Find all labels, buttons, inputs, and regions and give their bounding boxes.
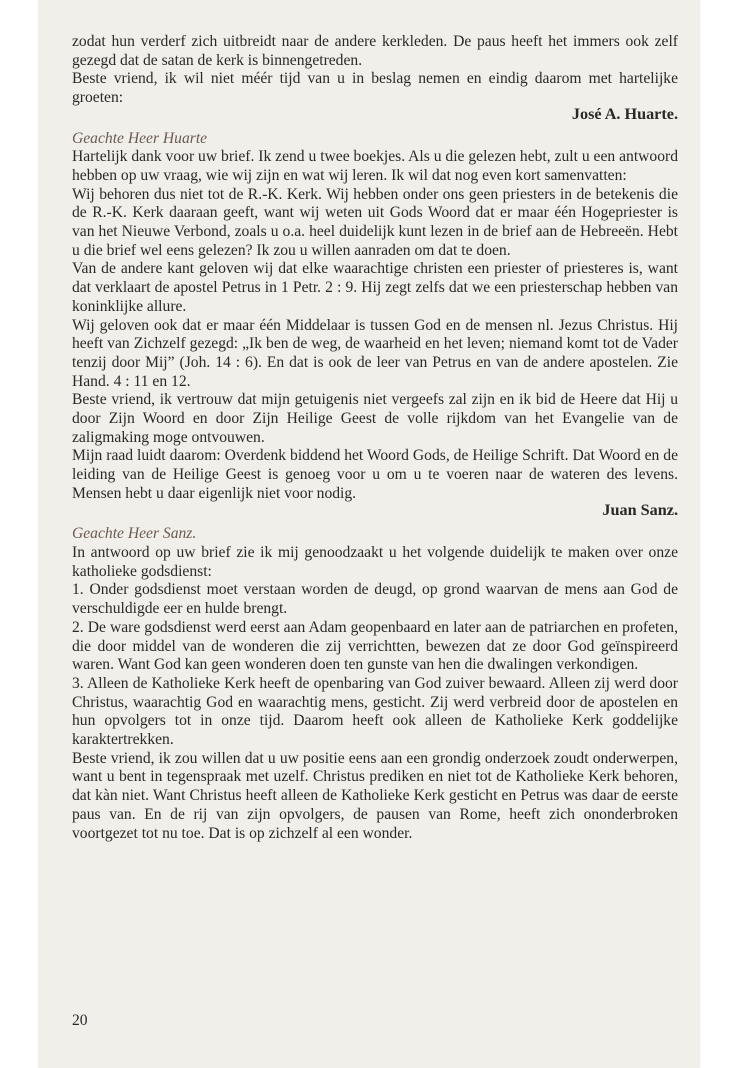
paragraph: Van de andere kant geloven wij dat elke waarachtige christen een priester of priesteres is, want dat verklaart de apostel Petrus in 1 Petr. 2 : 9. Hij zegt zelfs dat we een priesterschap hebben van koninklijke allure. [72,260,678,315]
paragraph: Hartelijk dank voor uw brief. Ik zend u twee boekjes. Als u die gelezen hebt, zult u een antwoord hebben op uw vraag, wie wij zijn en wat wij leren. Ik wil dat nog even kort samenvatten: [72,148,678,184]
paragraph: Beste vriend, ik zou willen dat u uw positie eens aan een grondig onderzoek zoudt onderwerpen, want u bent in tegenspraak met uzelf. Christus prediken en niet tot de Katholieke Kerk behoren, dat kàn niet. Want Christus heeft alleen de Katholieke Kerk gesticht en Petrus was daar de eerste paus van. En de rij van zijn opvolgers, de pausen van Rome, heeft zich ononderbroken voortgezet tot nu toe. Dat is op zichzelf al een wonder. [72,749,678,842]
paragraph: Wij geloven ook dat er maar één Middelaar is tussen God en de mensen nl. Jezus Christus. Hij heeft van Zichzelf gezegd: „Ik ben de weg, de waarheid en het leven; niemand komt tot de Vader tenzij door Mij” (Joh. 14 : 6). En dat is ook de leer van Petrus en van de andere apostelen. Zie Hand. 4 : 11 en 12. [72,316,678,390]
salutation-huarte: Geachte Heer Huarte [72,129,208,147]
paragraph: 2. De ware godsdienst werd eerst aan Adam geopenbaard en later aan de patriarchen en profeten, die door middel van de wonderen die zij verrichtten, bewezen dat ze door God geïnspireerd waren. Want God kan geen wonderen doen ten gunste van hen die dwalingen verkondigen. [72,618,678,674]
page-body [72,33,678,843]
paragraph: In antwoord op uw brief zie ik mij genoodzaakt u het volgende duidelijk te maken over onze katholieke godsdienst: [72,543,678,580]
paragraph: Beste vriend, ik vertrouw dat mijn getuigenis niet vergeefs zal zijn en ik bid de Heere dat Hij u door Zijn Woord en door Zijn Heilige Geest de volle rijkdom van het Evangelie van de zaligmaking moge ontvouwen. [72,391,678,446]
page-number: 20 [72,1012,88,1029]
document-page [38,0,700,1068]
paragraph: Beste vriend, ik wil niet méér tijd van u in beslag nemen en eindig daarom met hartelijke groeten: [72,70,678,107]
paragraph: 1. Onder godsdienst moet verstaan worden de deugd, op grond waarvan de mens aan God de verschuldigde eer en hulde brengt. [72,581,678,618]
paragraph: 3. Alleen de Katholieke Kerk heeft de openbaring van God zuiver bewaard. Alleen zij werd door Christus, waarachtig God en waarachtig mens, gesticht. Zij werd verbreid door de apostelen en hun opvolgers tot in onze tijd. Daarom heeft ook alleen de Katholieke Kerk goddelijke karaktertrekken. [72,674,678,749]
salutation-sanz: Geachte Heer Sanz. [72,525,197,543]
signature-huarte: José A. Huarte. [571,104,678,123]
paragraph: Mijn raad luidt daarom: Overdenk biddend het Woord Gods, de Heilige Schrift. Dat Woord en de leiding van de Heilige Geest is genoeg voor u om u te voeren naar de wateren des levens. Mensen hebt u daar eigenlijk niet voor nodig. [72,447,678,502]
paragraph: zodat hun verderf zich uitbreidt naar de andere kerkleden. De paus heeft het immers ook zelf gezegd dat de satan de kerk is binnengetreden. [72,33,678,69]
paragraph: Wij behoren dus niet tot de R.-K. Kerk. Wij hebben onder ons geen priesters in de betekenis die de R.-K. Kerk daaraan geeft, want wij weten uit Gods Woord dat er maar één Hogepriester is van het Nieuwe Verbond, zoals u o.a. heel duidelijk kunt lezen in de brief aan de Hebreeën. Hebt u die brief wel eens gelezen? Ik zou u willen aanraden om dat te doen. [72,185,678,259]
signature-sanz: Juan Sanz. [602,500,678,519]
